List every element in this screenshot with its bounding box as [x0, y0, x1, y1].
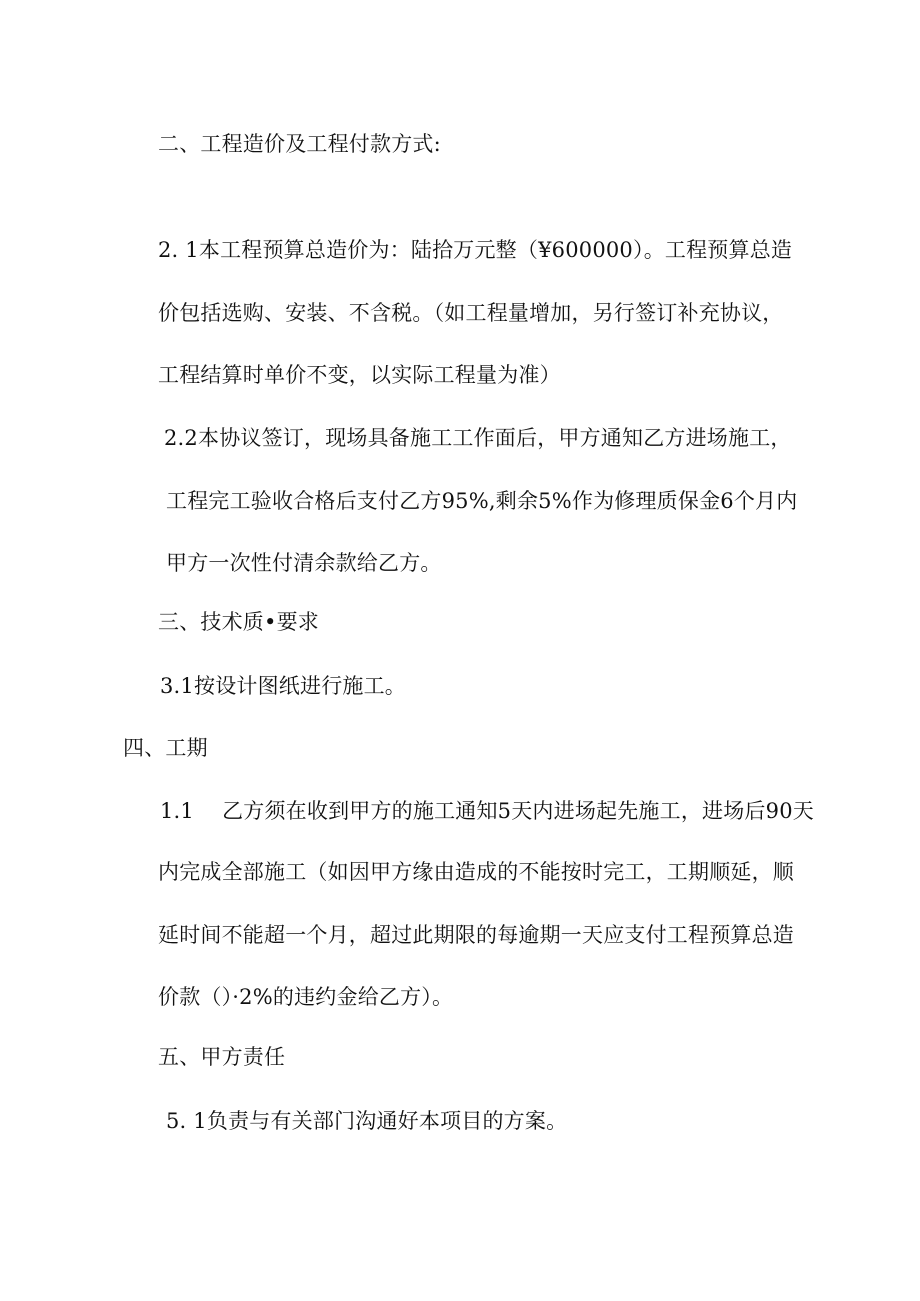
paragraph-line: 甲方一次性付清余款给乙方。: [166, 551, 442, 575]
paragraph-line: 3.1按设计图纸进行施工。: [160, 674, 406, 698]
paragraph-line: 工程结算时单价不变，以实际工程量为准）: [158, 363, 561, 387]
paragraph-line: 1.1 乙方须在收到甲方的施工通知5天内进场起先施工，进场后90天: [160, 799, 814, 823]
paragraph-line: 2.2本协议签订，现场具备施工工作面后，甲方通知乙方进场施工，: [164, 426, 792, 450]
paragraph-line: 延时间不能超一个月，超过此期限的每逾期一天应支付工程预算总造: [158, 923, 794, 947]
paragraph-line: 内完成全部施工（如因甲方缘由造成的不能按时完工，工期顺延，顺: [158, 860, 794, 884]
section-heading-2: 二、工程造价及工程付款方式:: [158, 132, 441, 156]
section-heading-5: 五、甲方责任: [158, 1045, 286, 1069]
section-heading-3: 三、技术质•要求: [158, 610, 319, 634]
paragraph-line: 2. 1本工程预算总造价为：陆拾万元整（¥600000）。工程预算总造: [158, 238, 793, 262]
paragraph-line: 价包括选购、安装、不含税。（如工程量增加，另行签订补充协议，: [158, 301, 784, 325]
paragraph-line: 价款（）·2%的违约金给乙方）。: [158, 985, 454, 1009]
paragraph-line: 5. 1负责与有关部门沟通好本项目的方案。: [166, 1109, 568, 1133]
section-heading-4: 四、工期: [123, 736, 208, 760]
paragraph-line: 工程完工验收合格后支付乙方95%,剩余5%作为修理质保金6个月内: [166, 489, 798, 513]
